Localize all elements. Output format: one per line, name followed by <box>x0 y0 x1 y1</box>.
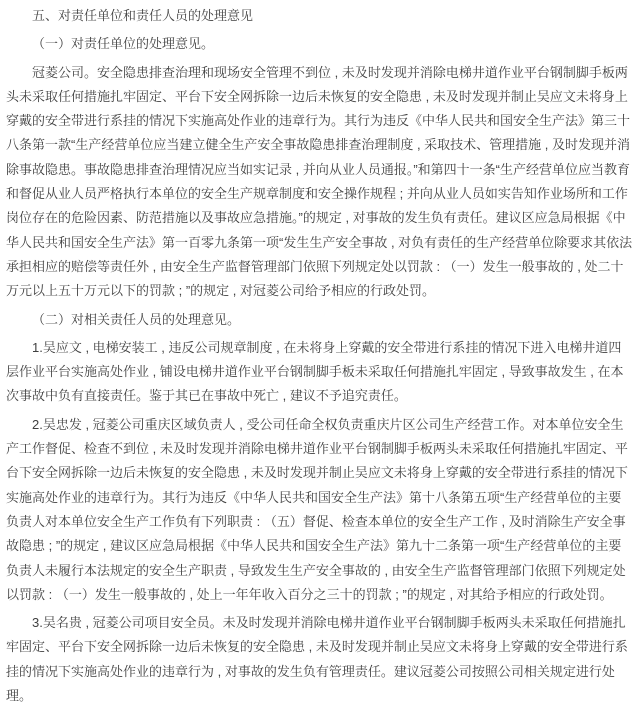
paragraph-person-1-wuyingwen: 1.吴应文 , 电梯安装工 , 违反公司规章制度 , 在未将身上穿戴的安全带进行系挂的情况下进入电梯井道四层作业平台实施高处作业 , 铺设电梯井道作业平台钢制脚手板未采取任何措施扎牢固定 , 导致事故发生 , 在本次事故中负有直接责任。鉴于其已在事故中死亡 , 建议不予追究责任。 <box>6 339 624 404</box>
paragraph-person-2-wuzhongfa: 2.吴忠发 , 冠菱公司重庆区域负责人 , 受公司任命全权负责重庆片区公司生产经营工作。对本单位安全生产工作督促、检查不到位 , 未及时发现并消除电梯井道作业平台钢制脚手板两头未采取任何措施扎牢固定、平台下安全网拆除一边后未恢复的安全隐患 , 未及时发现并制止吴应文未将身上穿戴的安全带进行系挂的情况下实施高处作业的违章行为。其行为违反《中华人民共和国安全生产法》第十八条第五项“生产经营单位的主要负责人对本单位安全生产工作负有下列职责 : （五）督促、检查本单位的安全生产工作 , 及时消除生产安全事故隐患 ; ”的规定 , 建议区应急局根据《中华人民共和国安全生产法》第九十二条第一项“生产经营单位的主要负责人未履行本法规定的安全生产职责 , 导致发生生产安全事故的 , 由安全生产监督管理部门依照下列规定处以罚款 : （一）发生一般事故的 , 处上一年年收入百分之三十的罚款 ; ”的规定 , 对其给予相应的行政处罚。 <box>6 416 628 602</box>
subsection-heading-responsible-unit: （一）对责任单位的处理意见。 <box>32 36 215 52</box>
paragraph-person-3-wuminggui: 3.吴名贵 , 冠菱公司项目安全员。未及时发现并消除电梯井道作业平台钢制脚手板两头未采取任何措施扎牢固定、平台下安全网拆除一边后未恢复的安全隐患 , 未及时发现并制止吴应文未将身上穿戴的安全带进行系挂的情况下实施高处作业的违章行为 , 对事故的发生负有管理责任。建议冠菱公司按照公司相关规定进行处理。 <box>6 615 628 704</box>
section-heading: 五、对责任单位和责任人员的处理意见 <box>32 8 254 23</box>
paragraph-company-penalty: 冠菱公司。安全隐患排查治理和现场安全管理不到位 , 未及时发现并消除电梯井道作业平台钢制脚手板两头未采取任何措施扎牢固定、平台下安全网拆除一边后未恢复的安全隐患 , 未及时发现并制止吴应文未将身上穿戴的安全带进行系挂的情况下实施高处作业的违章行为。其行为违反《中华人民共和国安全生产法》第三十八条第一款“生产经营单位应当建立健全生产安全事故隐患排查治理制度 , 采取技术、管理措施 , 及时发现并消除事故隐患。事故隐患排查治理情况应当如实记录 , 并向从业人员通报。”和第四十一条“生产经营单位应当教育和督促从业人员严格执行本单位的安全生产规章制度和安全操作规程 ; 并向从业人员如实告知作业场所和工作岗位存在的危险因素、防范措施以及事故应急措施。”的规定 , 对事故的发生负有责任。建议区应急局根据《中华人民共和国安全生产法》第一百零九条第一项“发生生产安全事故 , 对负有责任的生产经营单位除要求其依法承担相应的赔偿等责任外 , 由安全生产监督管理部门依照下列规定处以罚款 : （一）发生一般事故的 , 处二十万元以上五十万元以下的罚款 ; ”的规定 , 对冠菱公司给予相应的行政处罚。 <box>6 64 633 299</box>
subsection-heading-responsible-persons: （二）对相关责任人员的处理意见。 <box>32 311 241 327</box>
